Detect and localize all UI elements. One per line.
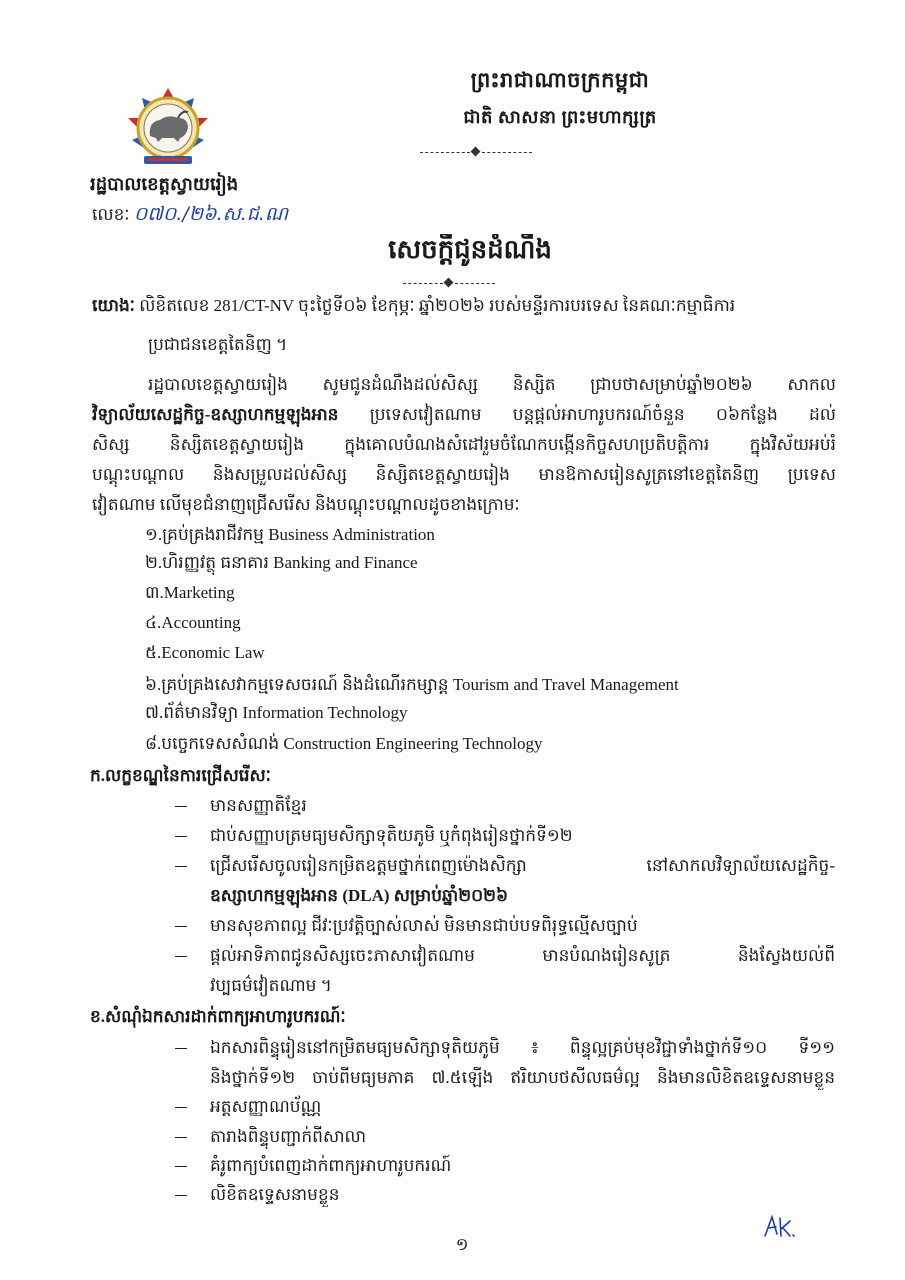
- kingdom-heading: ព្រះរាជាណាចក្រកម្ពុជា: [470, 68, 650, 92]
- criteria-item: មានសញ្ញាតិខ្មែរ: [210, 796, 307, 815]
- issuing-office: រដ្ឋបាលខេត្តស្វាយរៀង: [90, 174, 239, 194]
- section-b-heading: ខ.សំណុំឯកសារដាក់ពាក្យអាហារូបករណ៍ៈ: [90, 1007, 346, 1026]
- reference-line-2: ប្រជាជនខេត្តតៃនិញ ។: [148, 335, 288, 354]
- document-item: គំរូពាក្យបំពេញដាក់ពាក្យអាហារូបករណ៍: [210, 1156, 452, 1175]
- reference-number-label: លេខៈ: [92, 205, 130, 224]
- major-item: ៤.Accounting: [145, 613, 241, 632]
- major-item: ៨.បច្ចេកទេសសំណង់ Construction Engineering Technology: [145, 734, 543, 753]
- document-item: តារាងពិន្ទុបញ្ជាក់ពីសាលា: [210, 1127, 367, 1146]
- criteria-item: ជ្រើសរើសចូលរៀនកម្រិតឧត្តមថ្នាក់ពេញម៉ោងសិក្សា នៅសាកលវិទ្យាល័យសេដ្ឋកិច្ច-: [210, 856, 835, 875]
- document-item: លិខិតឧទ្ទេសនាមខ្លួន: [210, 1185, 340, 1204]
- bullet-dash: [175, 836, 187, 837]
- bullet-dash: [175, 866, 187, 867]
- bullet-dash: [175, 1048, 187, 1049]
- handwritten-initials: [762, 1212, 798, 1242]
- header-divider: [420, 148, 532, 158]
- university-name: វិទ្យាល័យសេដ្ឋកិច្ច-ឧស្សាហកម្មឡុងអាន: [92, 405, 339, 424]
- section-a-heading: ក.លក្ខខណ្ឌនៃការជ្រើសរើសៈ: [90, 766, 271, 785]
- intro-line-3: សិស្ស និស្សិតខេត្តស្វាយរៀង ក្នុងគោលបំណងសំដៅរួមចំណែកបង្កើនកិច្ចសហប្រតិបត្តិការ ក្នុងវិស័យអប់រំ: [92, 435, 836, 454]
- bullet-dash: [175, 806, 187, 807]
- bullet-dash: [175, 1107, 187, 1108]
- bullet-dash: [175, 1137, 187, 1138]
- criteria-item: មានសុខភាពល្អ ជីវៈប្រវត្តិច្បាស់លាស់ មិនមានជាប់បទពិរុទ្ធល្មើសច្បាប់: [210, 916, 638, 935]
- major-item: ៧.ព័ត៌មានវិទ្យា Information Technology: [145, 703, 408, 722]
- reference-line-1: [92, 294, 837, 318]
- national-motto: ជាតិ សាសនា ព្រះមហាក្សត្រ: [463, 107, 657, 127]
- major-item: ៣.Marketing: [145, 583, 235, 602]
- reference-text: លិខិតលេខ 281/CT-NV ចុះថ្ងៃទី០៦ ខែកុម្ភៈ ឆ្នាំ២០២៦ របស់មន្ទីរការបរទេស នៃគណៈកម្មាធិការ: [139, 296, 736, 315]
- major-item: ១.គ្រប់គ្រងរាជីវកម្ម Business Administration: [145, 525, 435, 544]
- major-item: ៦.គ្រប់គ្រងសេវាកម្មទេសចរណ៍ និងដំណើរកម្សាន្ត Tourism and Travel Management: [145, 675, 679, 694]
- criteria-item-continuation: ឧស្សាហកម្មឡុងអាន (DLA) សម្រាប់ឆ្នាំ២០២៦: [210, 886, 509, 905]
- document-title: សេចក្ដីជូនដំណឹង: [388, 235, 552, 264]
- provincial-emblem: [118, 80, 218, 175]
- criteria-item-continuation: វប្បធម៌វៀតណាម ។: [210, 976, 332, 995]
- reference-number-row: [92, 202, 352, 226]
- bullet-dash: [175, 1166, 187, 1167]
- major-item: ២.ហិរញ្ញវត្ថុ ធនាគារ Banking and Finance: [145, 553, 418, 572]
- criteria-item: ផ្ដល់អាទិភាពជូនសិស្សចេះភាសាវៀតណាម មានបំណងរៀនសូត្រ និងស្វែងយល់ពី: [210, 946, 835, 965]
- intro-line-2-text: ប្រទេសវៀតណាម បន្តផ្ដល់អាហារូបករណ៍ចំនួន ០៦កន្លែង ដល់: [338, 405, 836, 424]
- criteria-item: ជាប់សញ្ញាបត្រមធ្យមសិក្សាទុតិយភូមិ ឬកំពុងរៀនថ្នាក់ទី១២: [210, 826, 573, 845]
- bullet-dash: [175, 956, 187, 957]
- major-item: ៥.Economic Law: [145, 643, 265, 662]
- intro-line-2: [92, 403, 836, 427]
- document-item: អត្តសញ្ញាណប័ណ្ណ: [210, 1097, 322, 1116]
- title-divider: [403, 279, 495, 289]
- document-item: ឯកសារពិន្ទុរៀននៅកម្រិតមធ្យមសិក្សាទុតិយភូមិ ៖ ពិន្ទុល្អគ្រប់មុខវិជ្ជាទាំងថ្នាក់ទី១០ ទី១១: [210, 1038, 835, 1057]
- reference-label: យោងៈ: [92, 296, 135, 315]
- intro-line-5: វៀតណាម លើមុខជំនាញជ្រើសរើស និងបណ្ដុះបណ្ដាលដូចខាងក្រោមៈ: [92, 495, 520, 514]
- bullet-dash: [175, 926, 187, 927]
- page-number: ១: [455, 1235, 469, 1254]
- bullet-dash: [175, 1195, 187, 1196]
- intro-line-4: បណ្ដុះបណ្ដាល និងសម្រួលដល់សិស្ស និស្សិតខេត្តស្វាយរៀង មានឱកាសរៀនសូត្រនៅខេត្តតៃនិញ ប្រទេស: [92, 465, 836, 484]
- document-item-continuation: និងថ្នាក់ទី១២ ចាប់ពីមធ្យមភាគ ៧.៥ឡើង ឥរិយាបថសីលធម៌ល្អ និងមានលិខិតឧទ្ទេសនាមខ្លួន: [210, 1068, 835, 1087]
- intro-line-1: រដ្ឋបាលខេត្តស្វាយរៀង សូមជូនដំណឹងដល់សិស្ស និស្សិត ជ្រាបថាសម្រាប់ឆ្នាំ២០២៦ សាកល: [148, 375, 836, 394]
- reference-number: ០៧០./២៦.ស.ជ.ណ: [133, 203, 289, 225]
